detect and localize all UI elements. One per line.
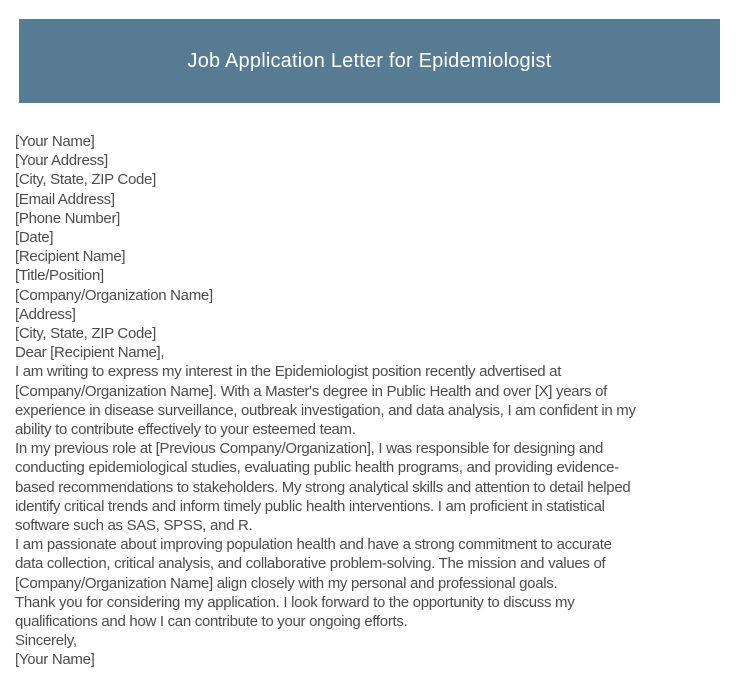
- letter-line: conducting epidemiological studies, evaluating public health programs, and providing evidence-: [15, 459, 619, 477]
- letter-line: [Phone Number]: [15, 209, 121, 227]
- letter-line: software such as SAS, SPSS, and R.: [15, 517, 253, 535]
- letter-line: ability to contribute effectively to your esteemed team.: [15, 421, 356, 439]
- letter-line: [Your Address]: [15, 152, 108, 170]
- letter-line: I am writing to express my interest in the Epidemiologist position recently advertised at: [15, 363, 562, 381]
- letter-body: [15, 132, 727, 670]
- letter-line: In my previous role at [Previous Company/Organization], I was responsible for designing and: [15, 440, 604, 458]
- letter-line: qualifications and how I can contribute to your ongoing efforts.: [15, 613, 408, 631]
- letter-line: identify critical trends and inform timely public health interventions. I am proficient in statistical: [15, 497, 605, 515]
- letter-line: Thank you for considering my application. I look forward to the opportunity to discuss my: [15, 593, 575, 611]
- letter-line: [Title/Position]: [15, 267, 104, 285]
- letter-line: [Company/Organization Name] align closely with my personal and professional goals.: [15, 574, 558, 592]
- letter-line: [Email Address]: [15, 190, 115, 208]
- letter-line: [City, State, ZIP Code]: [15, 325, 156, 343]
- letter-line: [Date]: [15, 229, 54, 247]
- document-title: Job Application Letter for Epidemiologist: [187, 49, 552, 72]
- letter-line: [Recipient Name]: [15, 248, 126, 266]
- letter-line: based recommendations to stakeholders. My strong analytical skills and attention to detail helped: [15, 478, 631, 496]
- letter-line: [Address]: [15, 305, 76, 323]
- letter-line: I am passionate about improving population health and have a strong commitment to accurate: [15, 536, 612, 554]
- letter-line: [Company/Organization Name]: [15, 286, 213, 304]
- letter-line: Sincerely,: [15, 632, 77, 650]
- letter-line: [Your Name]: [15, 133, 95, 150]
- letter-line: data collection, critical analysis, and collaborative problem-solving. The mission and values of: [15, 555, 606, 573]
- letter-line: [Your Name]: [15, 651, 95, 669]
- letter-line: [Company/Organization Name]. With a Master's degree in Public Health and over [X] years of: [15, 382, 607, 400]
- letter-line: Dear [Recipient Name],: [15, 344, 165, 362]
- header-band: [19, 19, 720, 103]
- letter-line: [City, State, ZIP Code]: [15, 171, 156, 189]
- letter-line: experience in disease surveillance, outbreak investigation, and data analysis, I am confident in my: [15, 401, 636, 419]
